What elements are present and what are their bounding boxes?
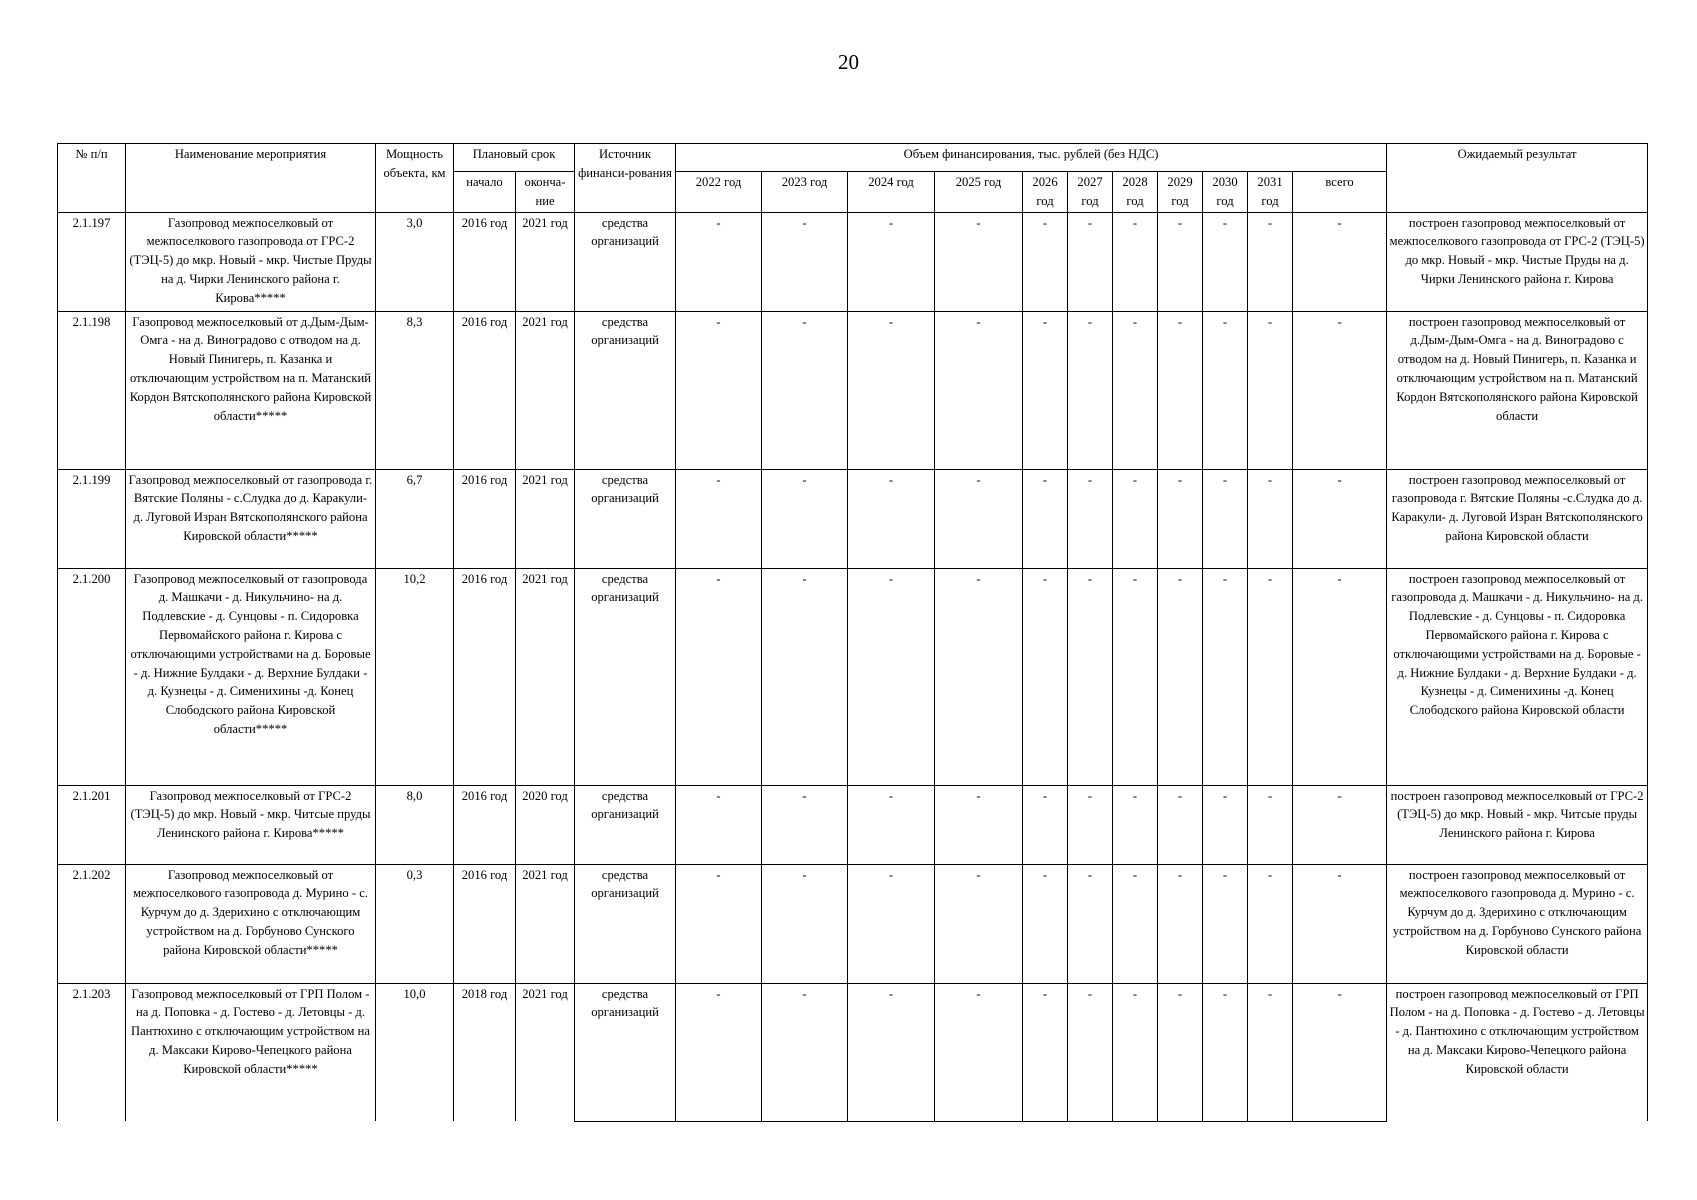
header-year-2031: 2031 год: [1248, 172, 1293, 213]
row-start: 2016 год: [454, 212, 516, 311]
header-year-2023: 2023 год: [762, 172, 848, 213]
table-row: [58, 311, 1648, 469]
row-num: 2.1.200: [58, 568, 126, 785]
row-num: 2.1.198: [58, 311, 126, 469]
row-value-2027: -: [1068, 983, 1113, 1121]
row-end: 2021 год: [516, 212, 575, 311]
row-value-2026: -: [1023, 311, 1068, 469]
row-value-2030: -: [1203, 864, 1248, 983]
row-value-2023: -: [762, 785, 848, 864]
table-row: [58, 785, 1648, 864]
row-value-total: -: [1293, 469, 1387, 568]
row-value-2025: -: [935, 212, 1023, 311]
header-num: № п/п: [58, 144, 126, 213]
row-value-2030: -: [1203, 212, 1248, 311]
header-end: оконча-ние: [516, 172, 575, 213]
header-year-2024: 2024 год: [848, 172, 935, 213]
row-value-2024: -: [848, 311, 935, 469]
row-capacity: 6,7: [376, 469, 454, 568]
row-start: 2016 год: [454, 864, 516, 983]
row-value-2022: -: [676, 311, 762, 469]
row-start: 2016 год: [454, 568, 516, 785]
row-capacity: 3,0: [376, 212, 454, 311]
row-value-2030: -: [1203, 568, 1248, 785]
row-value-2029: -: [1158, 469, 1203, 568]
row-value-2022: -: [676, 785, 762, 864]
row-value-2025: -: [935, 864, 1023, 983]
row-value-total: -: [1293, 568, 1387, 785]
row-value-2030: -: [1203, 469, 1248, 568]
row-capacity: 0,3: [376, 864, 454, 983]
table-row: [58, 212, 1648, 311]
row-source: средства организаций: [575, 785, 676, 864]
row-name: Газопровод межпоселковый от ГРС-2 (ТЭЦ-5) до мкр. Новый - мкр. Читсые пруды Ленинского района г. Кирова*****: [126, 785, 376, 864]
row-value-2026: -: [1023, 212, 1068, 311]
row-value-2027: -: [1068, 785, 1113, 864]
header-planned-term: Плановый срок: [454, 144, 575, 172]
row-value-2025: -: [935, 983, 1023, 1121]
row-value-2025: -: [935, 785, 1023, 864]
row-value-2026: -: [1023, 469, 1068, 568]
row-start: 2018 год: [454, 983, 516, 1121]
row-end: 2021 год: [516, 864, 575, 983]
row-value-2028: -: [1113, 983, 1158, 1121]
row-value-2028: -: [1113, 212, 1158, 311]
row-name: Газопровод межпоселковый от межпоселкового газопровода д. Мурино - с. Курчум до д. Здерихино с отключающим устройством на д. Горбуново Сунского района Кировской области*****: [126, 864, 376, 983]
row-capacity: 8,0: [376, 785, 454, 864]
header-year-2028: 2028 год: [1113, 172, 1158, 213]
row-num: 2.1.203: [58, 983, 126, 1121]
row-name: Газопровод межпоселковый от д.Дым-Дым-Омга - на д. Виноградово с отводом на д. Новый Пинигерь, п. Казанка и отключающим устройством на п. Матанский Кордон Вятскополянского района Кировской области*****: [126, 311, 376, 469]
row-value-2027: -: [1068, 311, 1113, 469]
row-end: 2021 год: [516, 469, 575, 568]
header-year-2030: 2030 год: [1203, 172, 1248, 213]
header-source: Источник финанси-рования: [575, 144, 676, 213]
row-value-2026: -: [1023, 983, 1068, 1121]
row-name: Газопровод межпоселковый от газопровода д. Машкачи - д. Никульчино- на д. Подлевские - д. Сунцовы - п. Сидоровка Первомайского района г. Кирова с отключающими устройствами на д. Боровые - д. Нижние Булдаки - д. Верхние Булдаки - д. Кузнецы - д. Сименихины -д. Конец Слободского района Кировской области*****: [126, 568, 376, 785]
row-value-2024: -: [848, 469, 935, 568]
row-result: построен газопровод межпоселковый от газопровода д. Машкачи - д. Никульчино- на д. Подлевские - д. Сунцовы - п. Сидоровка Первомайского района г. Кирова с отключающими устройствами на д. Боровые - д. Нижние Булдаки - д. Верхние Булдаки - д. Кузнецы - д. Сименихины -д. Конец Слободского района Кировской области: [1387, 568, 1648, 785]
row-value-2028: -: [1113, 864, 1158, 983]
header-year-2027: 2027 год: [1068, 172, 1113, 213]
row-source: средства организаций: [575, 469, 676, 568]
row-value-2031: -: [1248, 785, 1293, 864]
row-value-2029: -: [1158, 212, 1203, 311]
row-value-2026: -: [1023, 864, 1068, 983]
row-value-total: -: [1293, 864, 1387, 983]
row-result: построен газопровод межпоселковый от межпоселкового газопровода д. Мурино - с. Курчум до д. Здерихино с отключающим устройством на д. Горбуново Сунского района Кировской области: [1387, 864, 1648, 983]
header-year-2029: 2029 год: [1158, 172, 1203, 213]
row-value-2024: -: [848, 212, 935, 311]
row-value-2025: -: [935, 568, 1023, 785]
row-value-2031: -: [1248, 212, 1293, 311]
row-value-2023: -: [762, 311, 848, 469]
header-start: начало: [454, 172, 516, 213]
header-name: Наименование мероприятия: [126, 144, 376, 213]
row-value-2027: -: [1068, 469, 1113, 568]
row-value-total: -: [1293, 212, 1387, 311]
row-source: средства организаций: [575, 983, 676, 1121]
row-value-2025: -: [935, 311, 1023, 469]
row-num: 2.1.202: [58, 864, 126, 983]
row-capacity: 8,3: [376, 311, 454, 469]
row-result: построен газопровод межпоселковый от ГРС-2 (ТЭЦ-5) до мкр. Новый - мкр. Читсые пруды Ленинского района г. Кирова: [1387, 785, 1648, 864]
row-name: Газопровод межпоселковый от газопровода г. Вятские Поляны - с.Слудка до д. Каракули- д. Луговой Изран Вятскополянского района Кировской области*****: [126, 469, 376, 568]
row-value-2026: -: [1023, 568, 1068, 785]
row-value-2027: -: [1068, 864, 1113, 983]
row-value-total: -: [1293, 311, 1387, 469]
row-value-total: -: [1293, 785, 1387, 864]
row-value-2031: -: [1248, 469, 1293, 568]
row-source: средства организаций: [575, 311, 676, 469]
header-capacity: Мощность объекта, км: [376, 144, 454, 213]
row-value-2024: -: [848, 785, 935, 864]
row-value-2022: -: [676, 983, 762, 1121]
row-value-2028: -: [1113, 785, 1158, 864]
row-value-2025: -: [935, 469, 1023, 568]
row-value-2022: -: [676, 864, 762, 983]
row-result: построен газопровод межпоселковый от д.Дым-Дым-Омга - на д. Виноградово с отводом на д. Новый Пинигерь, п. Казанка и отключающим устройством на п. Матанский Кордон Вятскополянского района Кировской области: [1387, 311, 1648, 469]
header-year-2026: 2026 год: [1023, 172, 1068, 213]
row-capacity: 10,2: [376, 568, 454, 785]
row-start: 2016 год: [454, 785, 516, 864]
row-value-2030: -: [1203, 311, 1248, 469]
row-value-2029: -: [1158, 983, 1203, 1121]
row-value-2024: -: [848, 983, 935, 1121]
row-value-2029: -: [1158, 864, 1203, 983]
row-name: Газопровод межпоселковый от ГРП Полом - на д. Поповка - д. Гостево - д. Летовцы - д. Пантюхино с отключающим устройством на д. Максаки Кирово-Чепецкого района Кировской области*****: [126, 983, 376, 1121]
row-value-2024: -: [848, 568, 935, 785]
row-value-2023: -: [762, 983, 848, 1121]
row-value-2022: -: [676, 568, 762, 785]
row-result: построен газопровод межпоселковый от межпоселкового газопровода от ГРС-2 (ТЭЦ-5) до мкр. Новый - мкр. Чистые Пруды на д. Чирки Ленинского района г. Кирова: [1387, 212, 1648, 311]
row-value-2023: -: [762, 568, 848, 785]
page-number: 20: [838, 50, 859, 74]
table-row: [58, 983, 1648, 1121]
row-value-2023: -: [762, 212, 848, 311]
row-value-2023: -: [762, 469, 848, 568]
row-end: 2020 год: [516, 785, 575, 864]
row-value-2026: -: [1023, 785, 1068, 864]
header-total: всего: [1293, 172, 1387, 213]
row-result: построен газопровод межпоселковый от газопровода г. Вятские Поляны -с.Слудка до д. Каракули- д. Луговой Изран Вятскополянского района Кировской области: [1387, 469, 1648, 568]
row-end: 2021 год: [516, 311, 575, 469]
row-value-2027: -: [1068, 568, 1113, 785]
financing-table: [57, 143, 1648, 1122]
table-row: [58, 864, 1648, 983]
header-year-2022: 2022 год: [676, 172, 762, 213]
row-value-2029: -: [1158, 311, 1203, 469]
row-value-2022: -: [676, 212, 762, 311]
header-result: Ожидаемый результат: [1387, 144, 1648, 213]
row-start: 2016 год: [454, 469, 516, 568]
row-num: 2.1.201: [58, 785, 126, 864]
row-value-2024: -: [848, 864, 935, 983]
row-result: построен газопровод межпоселковый от ГРП Полом - на д. Поповка - д. Гостево - д. Летовцы - д. Пантюхино с отключающим устройством на д. Максаки Кирово-Чепецкого района Кировской области: [1387, 983, 1648, 1121]
row-value-2031: -: [1248, 311, 1293, 469]
row-name: Газопровод межпоселковый от межпоселкового газопровода от ГРС-2 (ТЭЦ-5) до мкр. Новый - мкр. Чистые Пруды на д. Чирки Ленинского района г. Кирова*****: [126, 212, 376, 311]
header-year-2025: 2025 год: [935, 172, 1023, 213]
row-value-2030: -: [1203, 983, 1248, 1121]
row-value-2027: -: [1068, 212, 1113, 311]
row-source: средства организаций: [575, 212, 676, 311]
table-row: [58, 568, 1648, 785]
row-value-2031: -: [1248, 864, 1293, 983]
row-source: средства организаций: [575, 864, 676, 983]
header-financing: Объем финансирования, тыс. рублей (без НДС): [676, 144, 1387, 172]
row-value-total: -: [1293, 983, 1387, 1121]
row-value-2022: -: [676, 469, 762, 568]
table-row: [58, 469, 1648, 568]
row-capacity: 10,0: [376, 983, 454, 1121]
row-value-2031: -: [1248, 983, 1293, 1121]
row-value-2029: -: [1158, 785, 1203, 864]
row-value-2028: -: [1113, 469, 1158, 568]
row-value-2028: -: [1113, 311, 1158, 469]
row-value-2029: -: [1158, 568, 1203, 785]
row-num: 2.1.199: [58, 469, 126, 568]
row-end: 2021 год: [516, 983, 575, 1121]
row-value-2031: -: [1248, 568, 1293, 785]
row-value-2023: -: [762, 864, 848, 983]
row-value-2028: -: [1113, 568, 1158, 785]
row-num: 2.1.197: [58, 212, 126, 311]
row-end: 2021 год: [516, 568, 575, 785]
row-source: средства организаций: [575, 568, 676, 785]
row-start: 2016 год: [454, 311, 516, 469]
row-value-2030: -: [1203, 785, 1248, 864]
